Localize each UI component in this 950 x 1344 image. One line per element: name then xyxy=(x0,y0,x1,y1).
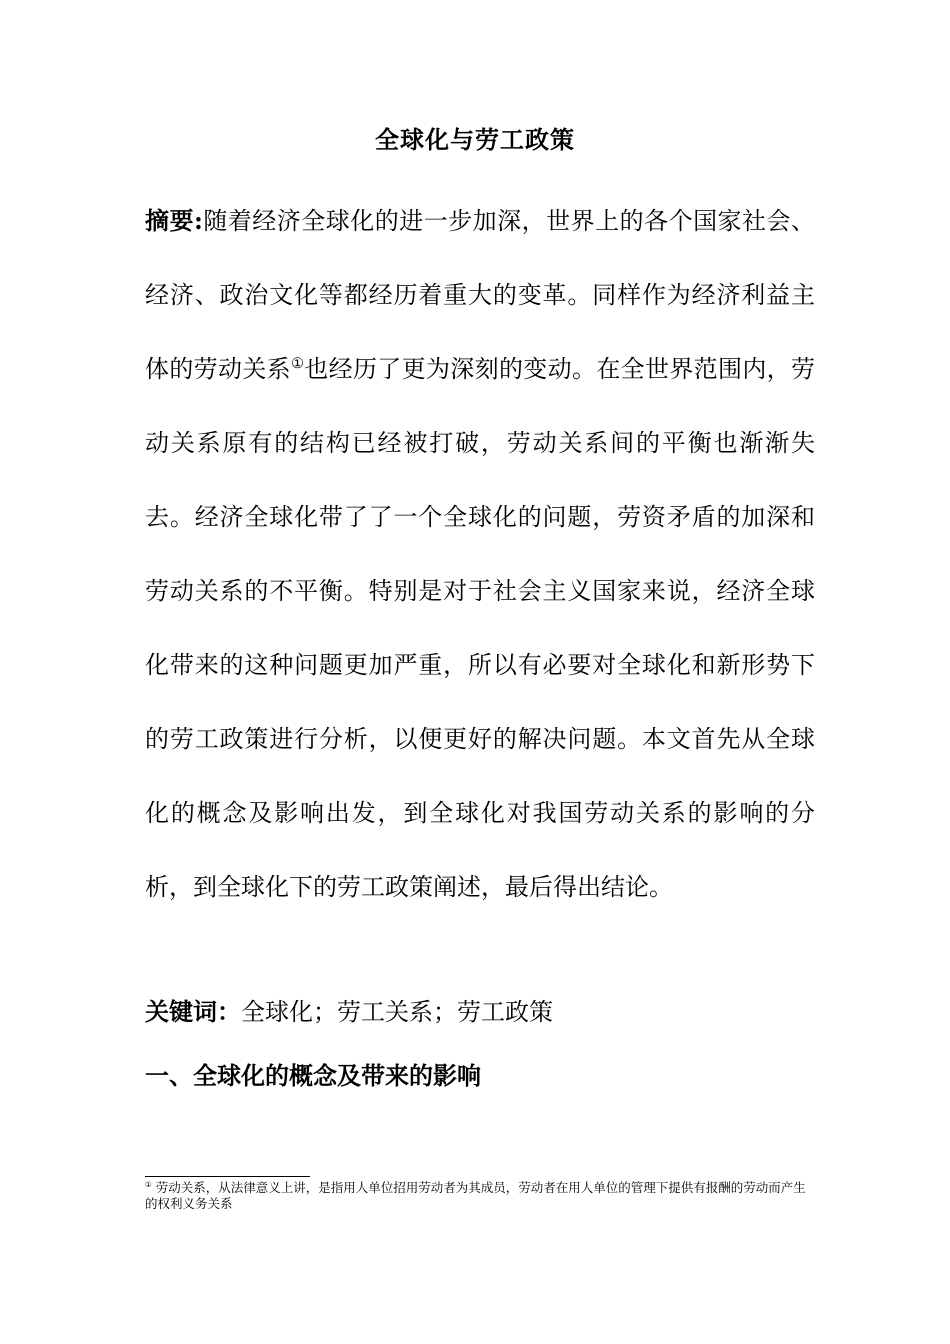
footnote-marker: ① xyxy=(145,1179,152,1189)
keywords-line xyxy=(145,992,815,1032)
document-title: 全球化与劳工政策 xyxy=(375,125,575,154)
abstract-label: 摘要: xyxy=(145,206,203,235)
keywords-label: 关键词： xyxy=(145,997,241,1026)
abstract-text-part2: 也经历了更为深刻的变动。在全世界范围内，劳动关系原有的结构已经被打破，劳动关系间的平衡也渐渐失去。经济全球化带了了一个全球化的问题，劳资矛盾的加深和劳动关系的不平衡。特别是对于社会主义国家来说，经济全球化带来的这种问题更加严重，所以有必要对全球化和新形势下的劳工政策进行分析，以便更好的解决问题。本文首先从全球化的概念及影响出发，到全球化对我国劳动关系的影响的分析，到全球化下的劳工政策阐述，最后得出结论。 xyxy=(145,355,816,901)
section-heading: 一、全球化的概念及带来的影响 xyxy=(145,1061,481,1090)
footnote-divider xyxy=(145,1176,310,1177)
abstract-paragraph xyxy=(145,184,815,924)
footnote xyxy=(145,1180,815,1212)
footnote-text: 劳动关系，从法律意义上讲，是指用人单位招用劳动者为其成员，劳动者在用人单位的管理下提供有报酬的劳动而产生的权利义务关系 xyxy=(145,1180,806,1211)
footnote-reference-marker[interactable]: ① xyxy=(291,356,305,372)
abstract-text-part1: 随着经济全球化的进一步加深，世界上的各个国家社会、经济、政治文化等都经历着重大的变革。同样作为经济利益主体的劳动关系 xyxy=(145,207,816,383)
keywords-text: 全球化；劳工关系；劳工政策 xyxy=(241,998,553,1026)
